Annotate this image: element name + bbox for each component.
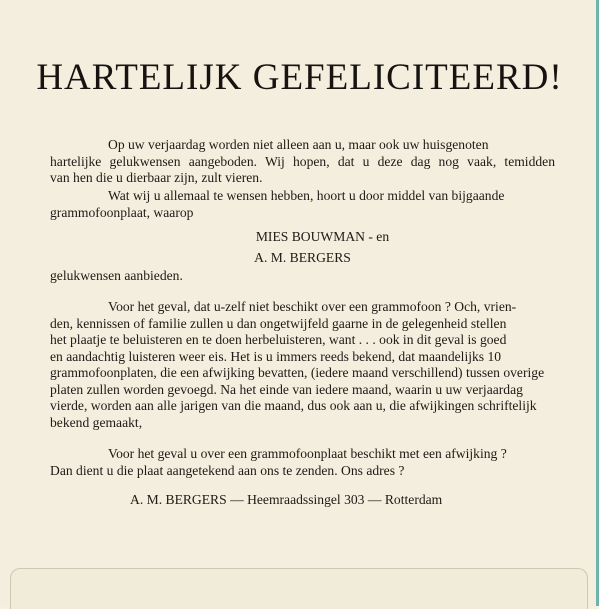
paragraph-send-record xyxy=(50,446,555,479)
text-line: den, kennissen of familie zullen u dan ongetwijfeld gaarne in de gelegenheid stellen xyxy=(50,315,507,331)
text-line: platen zullen worden gevoegd. Na het einde van iedere maand, waarin u uw verjaardag xyxy=(50,381,523,397)
paragraph-birthday-wishes xyxy=(50,137,555,187)
artist-line-1: MIES BOUWMAN - en xyxy=(255,229,390,244)
text-line: het plaatje te beluisteren en te doen herbeluisteren, want . . . ook in dit geval is goed xyxy=(50,332,507,347)
text-line: Voor het geval, dat u-zelf niet beschikt over een grammofoon ? Och, vrien- xyxy=(108,299,517,314)
text-line: en aandachtig luisteren weer eis. Het is u immers reeds bekend, dat maandelijks 10 xyxy=(50,348,502,364)
text-line: Wat wij u allemaal te wensen hebben, hoort u door middel van bijgaande xyxy=(108,188,505,203)
address-line: A. M. BERGERS — Heemraadssingel 303 — Rotterdam xyxy=(130,492,443,507)
artist-line-2: A. M. BERGERS xyxy=(254,249,351,265)
page-title: HARTELIJK GEFELICITEERD! xyxy=(36,57,563,98)
text-line: vierde, worden aan alle jarigen van die maand, dus ook aan u, die afwijkingen schriftelijk xyxy=(50,398,537,413)
text-line: bekend gemaakt, xyxy=(50,414,143,430)
paragraph-congratulations: gelukwensen aanbieden. xyxy=(50,268,183,283)
paragraph-record-intro xyxy=(50,188,555,221)
text-line: Dan dient u die plaat aangetekend aan ons te zenden. Ons adres ? xyxy=(50,462,405,478)
sleeve-flap xyxy=(10,568,588,609)
artists-block xyxy=(50,229,555,266)
text-line: hartelijke gelukwensen aangeboden. Wij hopen, dat u deze dag nog vaak, temidden xyxy=(50,153,555,169)
text-line: Op uw verjaardag worden niet alleen aan u, maar ook uw huisgenoten xyxy=(108,137,489,152)
text-line: grammofoonplaten, die een afwijking bevatten, (iedere maand verschillend) tussen overige xyxy=(50,365,545,380)
text-line: van hen die u dierbaar zijn, zult vieren. xyxy=(50,170,263,185)
text-line: Voor het geval u over een grammofoonplaat beschikt met een afwijking ? xyxy=(108,446,507,461)
text-line: grammofoonplaat, waarop xyxy=(50,204,194,220)
paragraph-no-gramophone xyxy=(50,299,555,431)
